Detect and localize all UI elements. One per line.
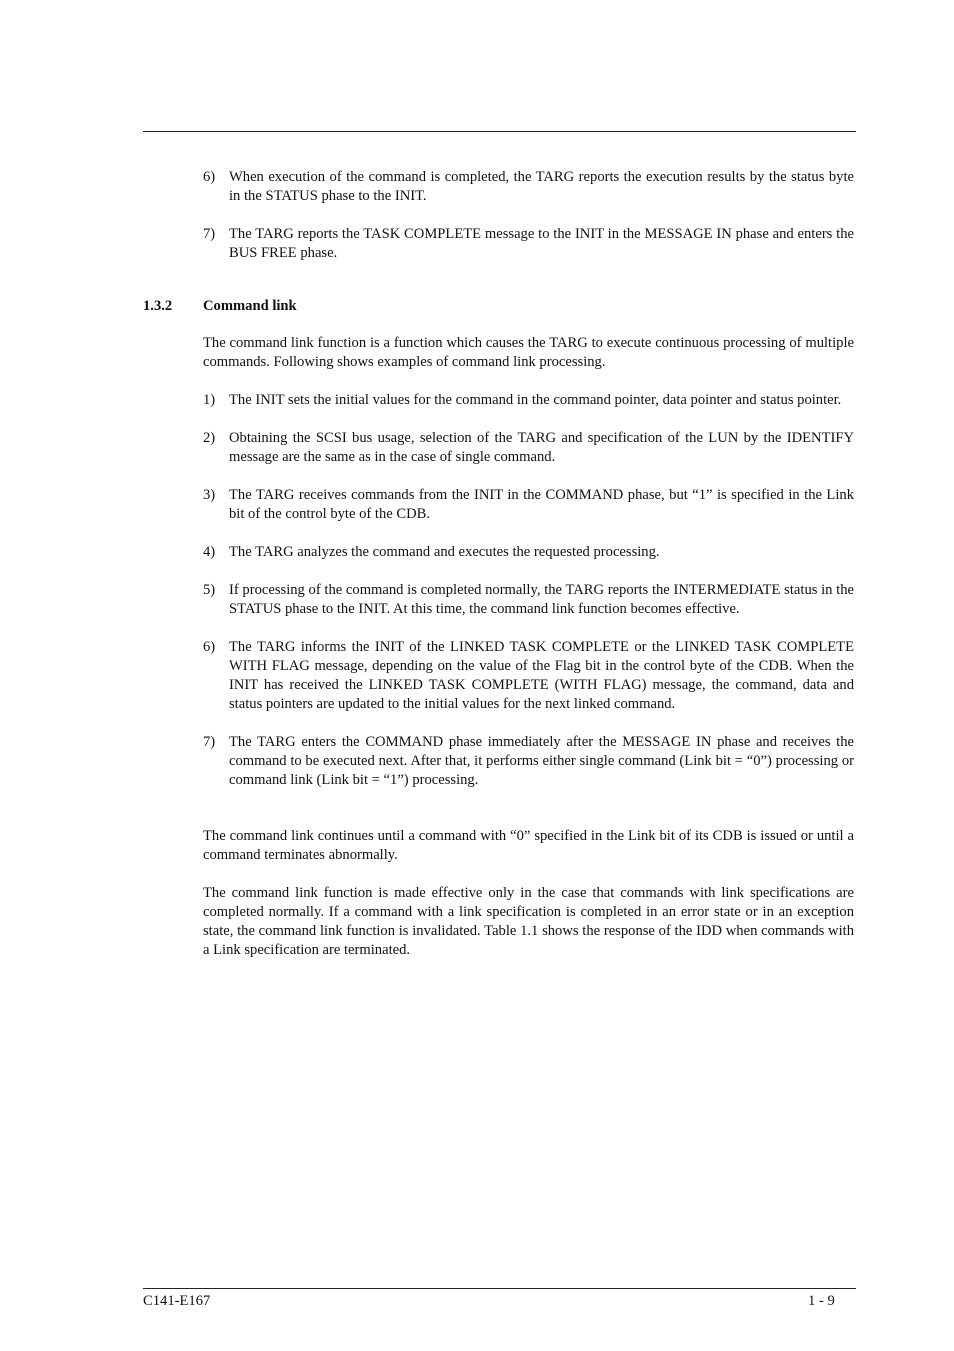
list-number: 4) — [203, 544, 216, 560]
closing-paragraph: The command link function is made effective only in the case that commands with link specifications are completed normally. If a command with a link specification is completed in an error state or in an exception state, the command link function is invalidated. Table 1.1 shows the response of the IDD when commands with a Link specification are terminated. — [203, 885, 854, 958]
list-text: The TARG reports the TASK COMPLETE message to the INIT in the MESSAGE IN phase and enters the BUS FREE phase. — [229, 226, 854, 261]
section-title: Command link — [203, 298, 297, 314]
list-item — [203, 581, 854, 619]
footer-rule — [143, 1288, 856, 1289]
list-number: 3) — [203, 487, 216, 503]
list-text: If processing of the command is completed normally, the TARG reports the INTERMEDIATE status in the STATUS phase to the INIT. At this time, the command link function becomes effective. — [229, 582, 854, 617]
list-text: Obtaining the SCSI bus usage, selection of the TARG and specification of the LUN by the IDENTIFY message are the same as in the case of single command. — [229, 430, 854, 465]
list-number: 7) — [203, 734, 216, 750]
list-item — [203, 391, 854, 410]
list-text: The TARG analyzes the command and executes the requested processing. — [229, 544, 660, 560]
list-text: The INIT sets the initial values for the command in the command pointer, data pointer and status pointer. — [229, 392, 842, 408]
list-number: 5) — [203, 582, 216, 598]
list-number: 6) — [203, 639, 216, 655]
list-text: The TARG receives commands from the INIT in the COMMAND phase, but “1” is specified in the Link bit of the control byte of the CDB. — [229, 487, 854, 522]
list-text: When execution of the command is completed, the TARG reports the execution results by the status byte in the STATUS phase to the INIT. — [229, 169, 854, 204]
list-text: The TARG informs the INIT of the LINKED TASK COMPLETE or the LINKED TASK COMPLETE WITH FLAG message, depending on the value of the Flag bit in the control byte of the CDB. When the INIT has received the LINKED TASK COMPLETE (WITH FLAG) message, the command, data and status pointers are updated to the initial values for the next linked command. — [229, 639, 854, 712]
page-body — [143, 168, 854, 979]
list-text: The TARG enters the COMMAND phase immediately after the MESSAGE IN phase and receives the command to be executed next. After that, it performs either single command (Link bit = “0”) processing or command link (Link bit = “1”) processing. — [229, 734, 854, 788]
footer-page-number: 1 - 9 — [808, 1293, 835, 1309]
intro-paragraph: The command link function is a function which causes the TARG to execute continuous processing of multiple commands. Following shows examples of command link processing. — [203, 335, 854, 370]
list-item — [203, 543, 854, 562]
list-item — [203, 638, 854, 714]
closing-paragraph: The command link continues until a command with “0” specified in the Link bit of its CDB is issued or until a command terminates abnormally. — [203, 828, 854, 863]
footer-doc-code: C141-E167 — [143, 1293, 211, 1309]
list-number: 1) — [203, 392, 216, 408]
list-item — [203, 486, 854, 524]
list-number: 6) — [203, 169, 216, 185]
list-item — [203, 168, 854, 206]
list-number: 2) — [203, 430, 216, 446]
header-rule — [143, 131, 856, 132]
spacer — [203, 809, 854, 827]
list-item — [203, 733, 854, 790]
section-heading — [143, 297, 854, 316]
list-item — [203, 225, 854, 263]
section-number: 1.3.2 — [143, 298, 173, 314]
list-item — [203, 429, 854, 467]
list-number: 7) — [203, 226, 216, 242]
